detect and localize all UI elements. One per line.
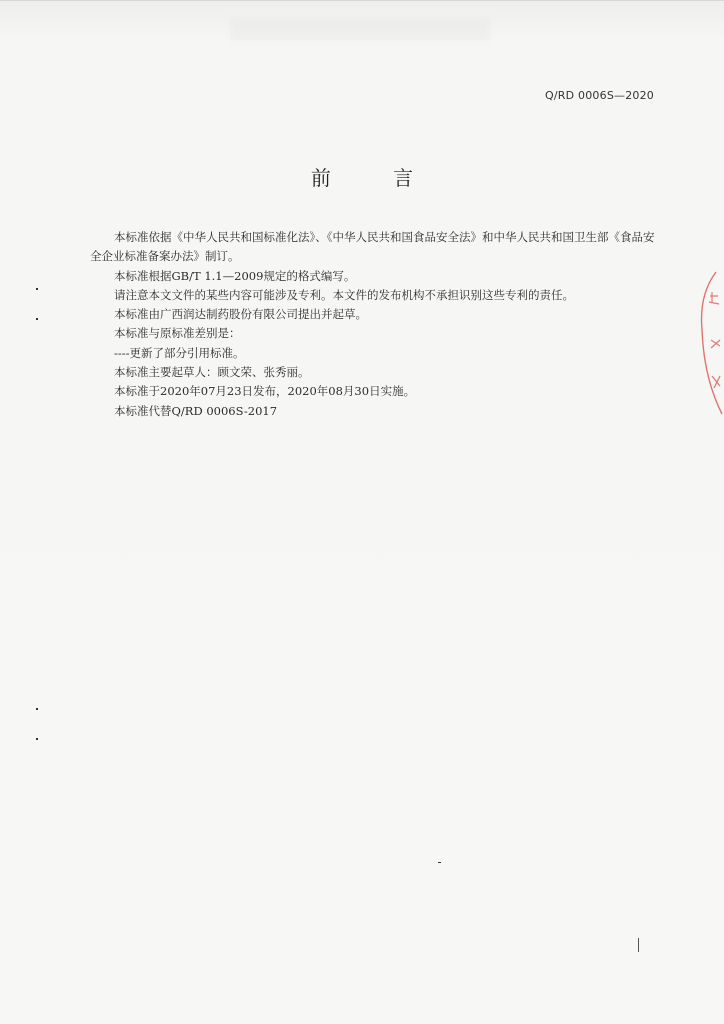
page-number-mark	[638, 938, 639, 952]
paragraph-drafters: 本标准主要起草人：顾文荣、张秀丽。	[114, 365, 310, 380]
top-edge-line	[0, 0, 724, 1]
scan-speck	[36, 738, 38, 740]
paragraph-replaces: 本标准代替Q/RD 0006S-2017	[114, 403, 278, 418]
paragraph-proposer: 本标准由广西润达制药股份有限公司提出并起草。	[114, 307, 367, 322]
paragraph-difference: 本标准与原标准差别是：	[114, 326, 241, 341]
paragraph-dates: 本标准于2020年07月23日发布，2020年08月30日实施。	[114, 384, 416, 399]
paragraph-basis: 本标准依据《中华人民共和国标准化法》、《中华人民共和国食品安全法》和中华人民共和国卫生部《食品安全企业标准备案办法》制订。	[90, 230, 655, 264]
red-seal-stamp-fragment	[694, 268, 724, 418]
show-through-artifact	[230, 18, 490, 40]
page-title: 前 言	[310, 166, 442, 190]
document-code: Q/RD 0006S—2020	[545, 89, 654, 102]
foreword-body	[90, 228, 665, 421]
scan-speck	[36, 708, 38, 710]
scan-speck	[36, 288, 38, 290]
scan-speck	[438, 862, 441, 863]
paragraph-patent: 请注意本文文件的某些内容可能涉及专利。本文件的发布机构不承担识别这些专利的责任。	[114, 287, 574, 302]
paragraph-difference-item: ----更新了部分引用标准。	[114, 345, 245, 360]
paragraph-format: 本标准根据GB/T 1.1—2009规定的格式编写。	[114, 268, 356, 283]
scan-speck	[36, 318, 38, 320]
